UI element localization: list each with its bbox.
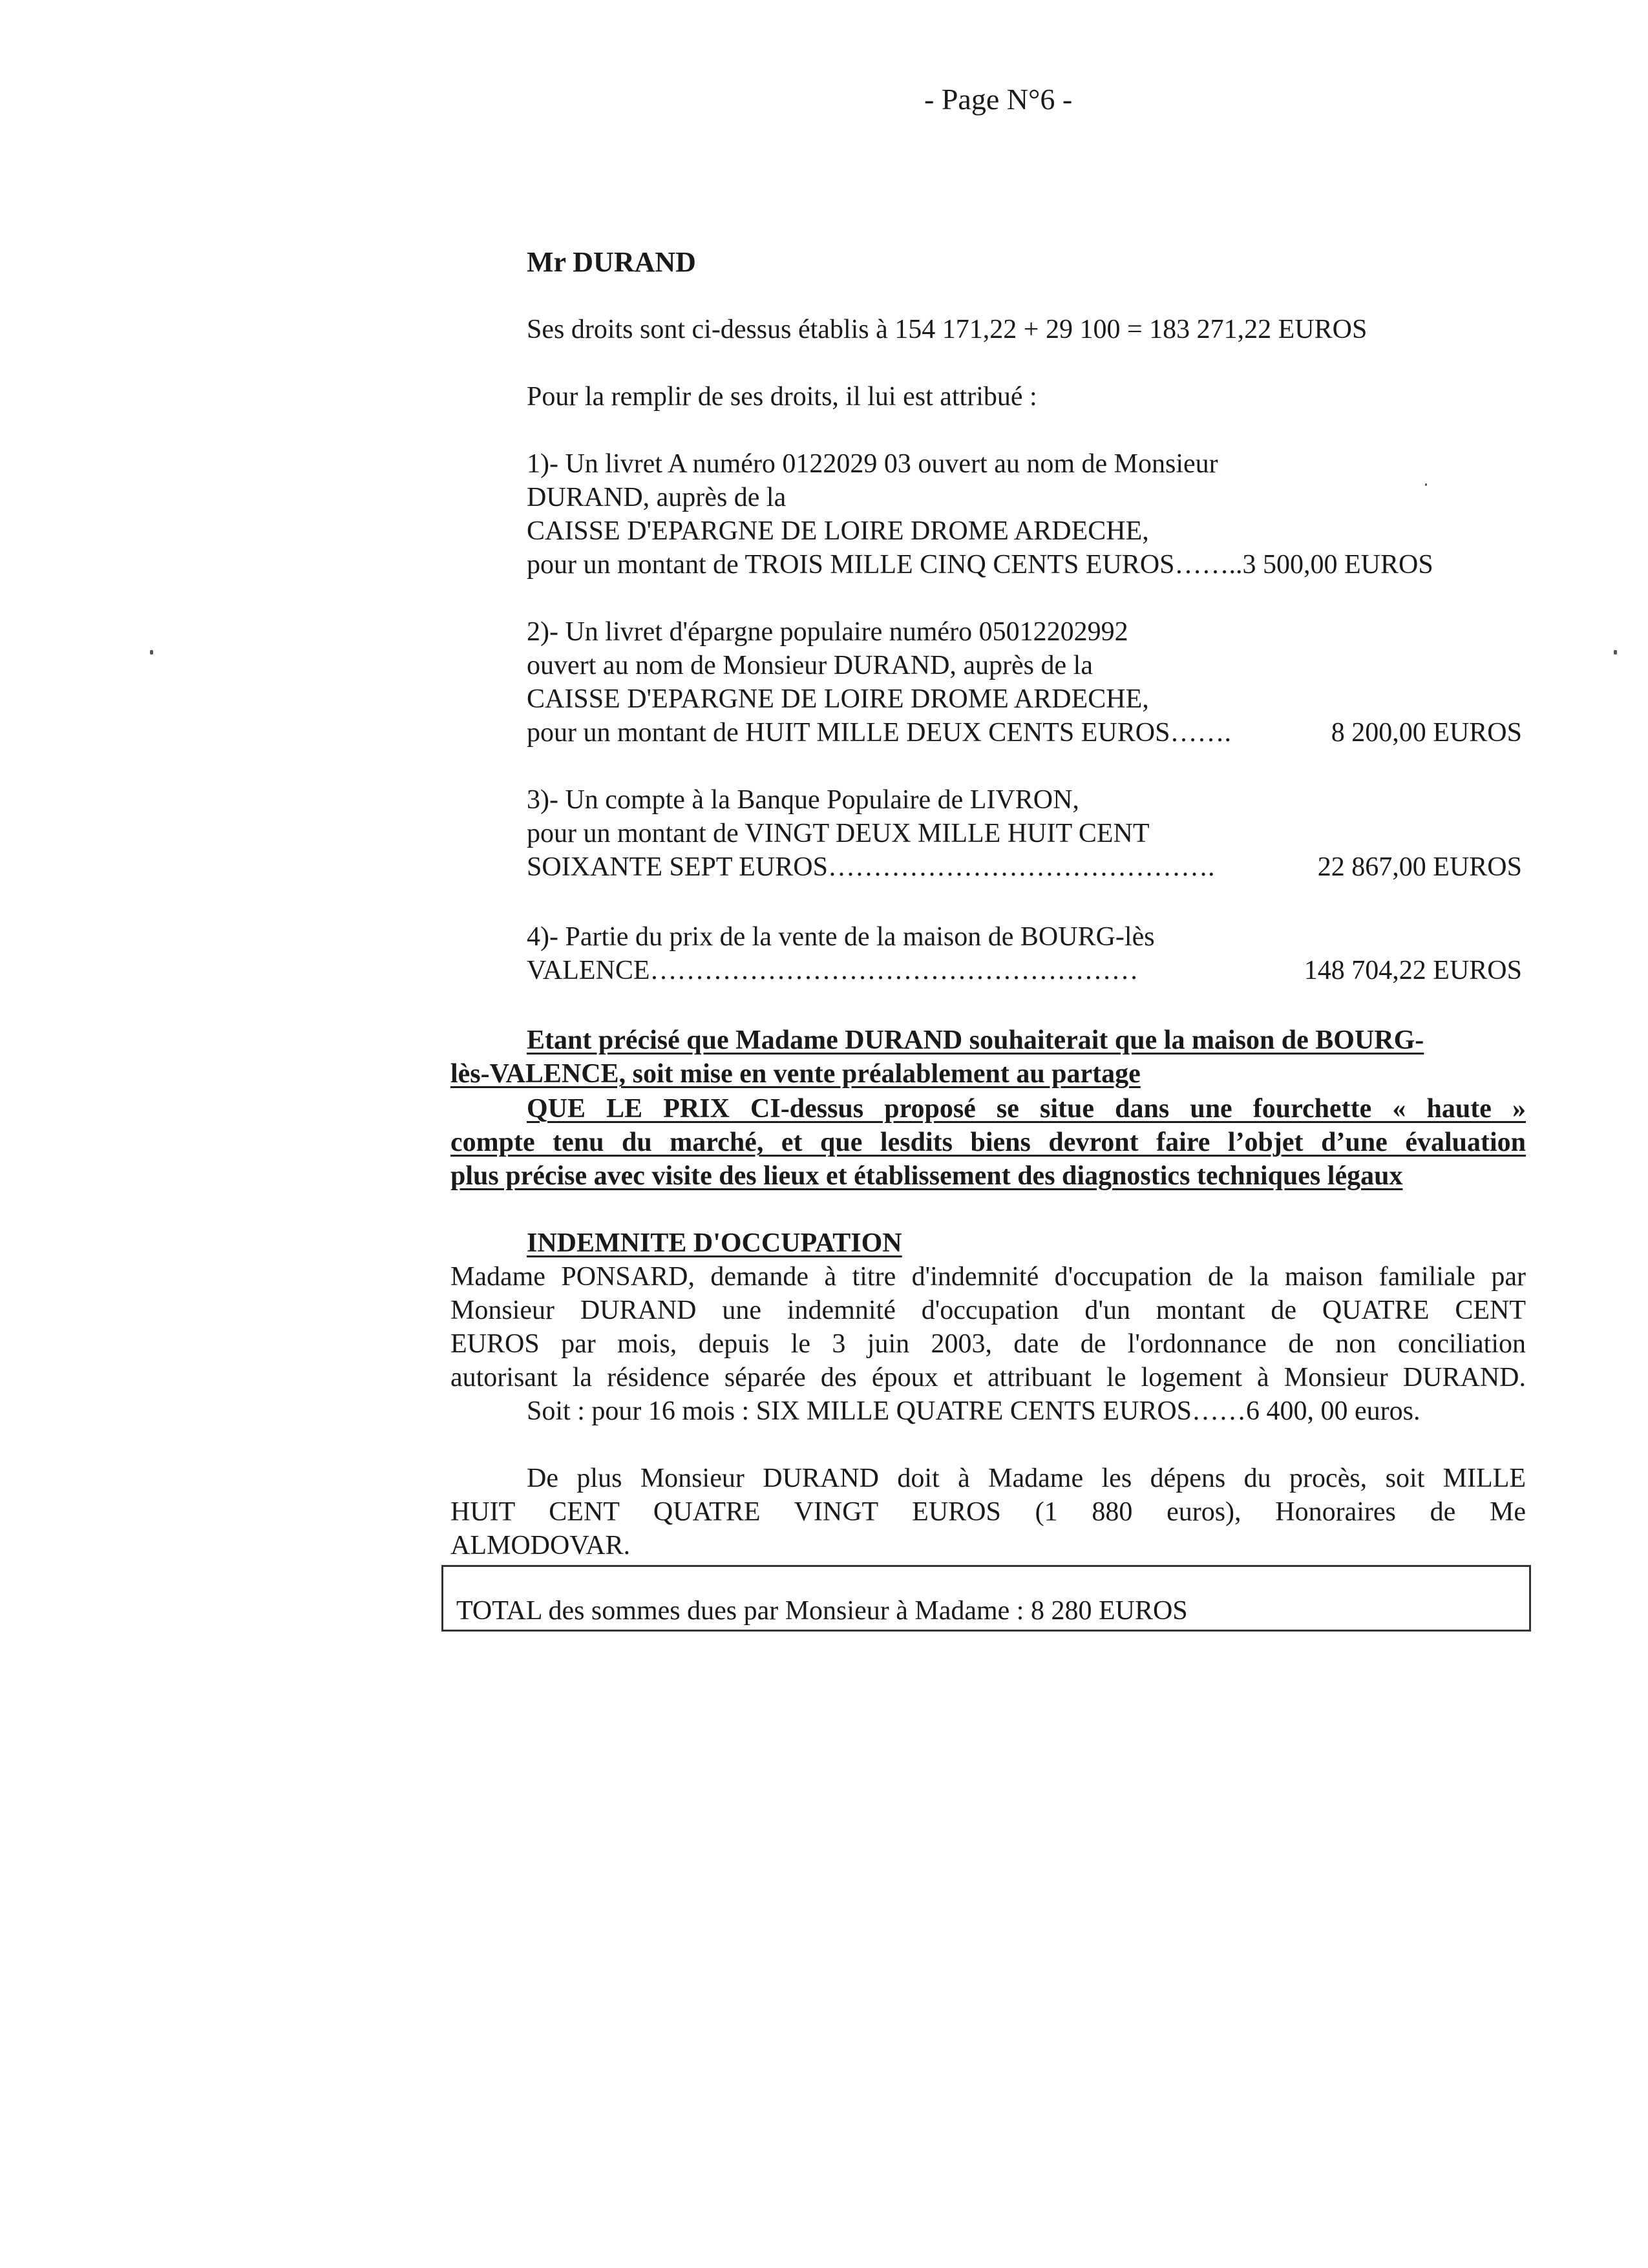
indemnite-line: autorisant la résidence séparée des époux et attribuant le logement à Monsieur DURAND.: [450, 1363, 1526, 1392]
scan-speck: [1614, 650, 1617, 655]
indemnite-total-line: Soit : pour 16 mois : SIX MILLE QUATRE CENTS EUROS……6 400, 00 euros.: [527, 1396, 1421, 1426]
item-line: 2)- Un livret d'épargne populaire numéro 05012202992: [527, 617, 1128, 647]
item-line: DURAND, auprès de la: [527, 483, 787, 512]
item-line: CAISSE D'EPARGNE DE LOIRE DROME ARDECHE,: [527, 684, 1149, 714]
indemnite-line: Madame PONSARD, demande à titre d'indemnité d'occupation de la maison familiale par: [450, 1262, 1526, 1292]
indemnite-title: INDEMNITE D'OCCUPATION: [527, 1228, 902, 1258]
item-line: 1)- Un livret A numéro 0122029 03 ouvert au nom de Monsieur: [527, 449, 1218, 479]
item-line: VALENCE………………………………………………: [527, 956, 1139, 985]
indemnite-line: EUROS par mois, depuis le 3 juin 2003, date de l'ordonnance de non conciliation: [450, 1329, 1526, 1359]
rights-statement: Ses droits sont ci-dessus établis à 154 171,22 + 29 100 = 183 271,22 EUROS: [527, 315, 1368, 344]
item-line: 3)- Un compte à la Banque Populaire de LIVRON,: [527, 785, 1079, 815]
note-line: lès-VALENCE, soit mise en vente préalablement au partage: [450, 1059, 1141, 1089]
item-line: pour un montant de VINGT DEUX MILLE HUIT CENT: [527, 819, 1150, 848]
attribution-intro: Pour la remplir de ses droits, il lui est attribué :: [527, 382, 1037, 412]
note-line: plus précise avec visite des lieux et établissement des diagnostics techniques légaux: [450, 1161, 1403, 1191]
item-amount: 148 704,22 EUROS: [1304, 956, 1522, 985]
page-number: - Page N°6 -: [924, 83, 1073, 116]
item-line: SOIXANTE SEPT EUROS…………………………………….: [527, 852, 1215, 882]
depens-line: De plus Monsieur DURAND doit à Madame les dépens du procès, soit MILLE: [527, 1464, 1526, 1493]
total-amount: TOTAL des sommes dues par Monsieur à Madame : 8 280 EUROS: [456, 1596, 1188, 1626]
depens-line: HUIT CENT QUATRE VINGT EUROS (1 880 euros), Honoraires de Me: [450, 1497, 1526, 1527]
item-line: 4)- Partie du prix de la vente de la maison de BOURG-lès: [527, 922, 1155, 952]
item-amount: 22 867,00 EUROS: [1317, 852, 1522, 882]
item-line: ouvert au nom de Monsieur DURAND, auprès de la: [527, 651, 1093, 680]
item-line: pour un montant de TROIS MILLE CINQ CENTS EUROS……..3 500,00 EUROS: [527, 550, 1433, 580]
note-line: QUE LE PRIX CI-dessus proposé se situe dans une fourchette « haute »: [527, 1094, 1526, 1124]
item-line: pour un montant de HUIT MILLE DEUX CENTS EUROS…….: [527, 718, 1231, 748]
scan-speck: [150, 650, 153, 655]
note-line: Etant précisé que Madame DURAND souhaiterait que la maison de BOURG-: [527, 1025, 1424, 1055]
section-heading: Mr DURAND: [527, 246, 696, 278]
total-box: [441, 1565, 1531, 1632]
item-amount: 8 200,00 EUROS: [1331, 718, 1522, 748]
item-line: CAISSE D'EPARGNE DE LOIRE DROME ARDECHE,: [527, 516, 1149, 546]
indemnite-line: Monsieur DURAND une indemnité d'occupation d'un montant de QUATRE CENT: [450, 1296, 1526, 1325]
scan-speck: [1425, 483, 1427, 486]
depens-line: ALMODOVAR.: [450, 1531, 631, 1560]
note-line: compte tenu du marché, et que lesdits biens devront faire l’objet d’une évaluation: [450, 1128, 1526, 1157]
